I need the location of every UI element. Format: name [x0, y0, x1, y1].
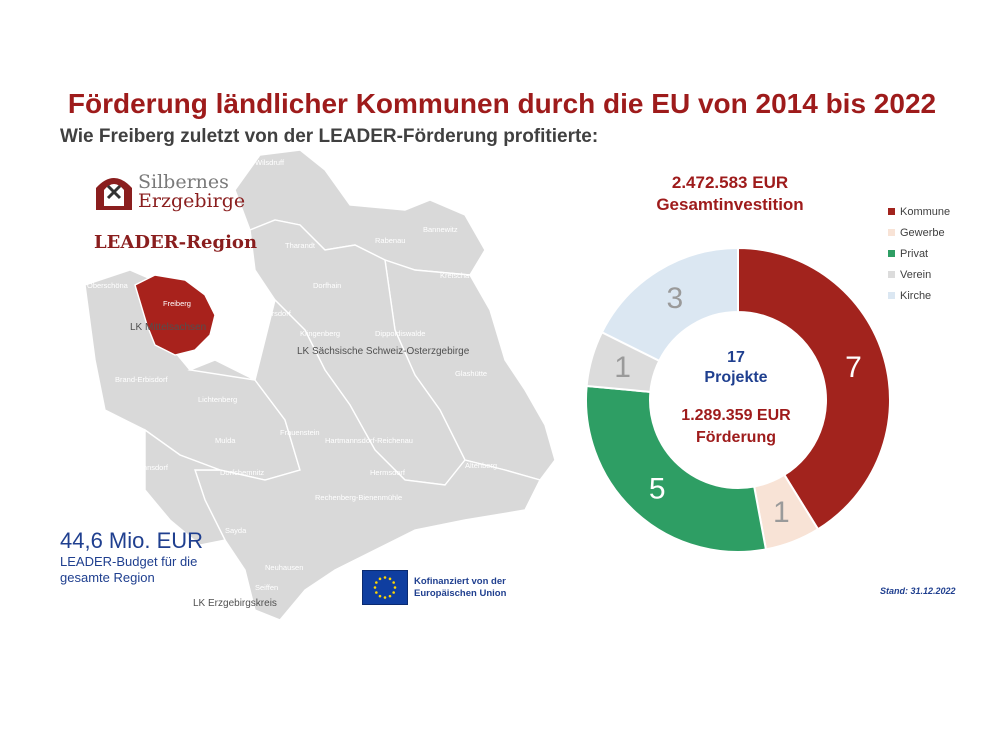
logo-line2: Erzgebirge — [138, 190, 246, 212]
chart-legend — [888, 201, 950, 306]
map-label-glashuette: Glashütte — [455, 369, 488, 378]
eu-star-icon — [384, 596, 387, 599]
legend-item-kirche — [888, 285, 950, 306]
budget-amount: 44,6 Mio. EUR — [60, 528, 204, 553]
gesamt-amount: 2.472.583 EUR — [671, 173, 789, 192]
page-subtitle: Wie Freiberg zuletzt von der LEADER-Förderung profitierte: — [60, 126, 599, 147]
center-count: 17 — [727, 349, 745, 366]
mining-logo-icon — [94, 170, 134, 212]
legend-item-gewerbe — [888, 222, 950, 243]
gesamt-block — [630, 172, 830, 216]
legend-item-verein — [888, 264, 950, 285]
legend-label: Kommune — [900, 205, 951, 218]
gesamt-label: Gesamtinvestition — [656, 195, 804, 214]
donut-slice-label-privat: 5 — [648, 472, 666, 506]
eu-line2: Europäischen Union — [414, 587, 507, 599]
donut-slice-label-verein: 1 — [614, 351, 631, 385]
map-label-lichtenberg: Lichtenberg — [198, 395, 238, 404]
center-funding-label: Förderung — [696, 429, 776, 446]
page-title: Förderung ländlicher Kommunen durch die EU von 2014 bis 2022 — [67, 88, 937, 119]
legend-swatch — [888, 208, 895, 215]
budget-line2: gesamte Region — [60, 570, 155, 585]
donut-slice-label-kommune: 7 — [845, 351, 862, 385]
map-label-klingenberg: Klingenberg — [300, 329, 341, 338]
legend-label: Privat — [900, 247, 929, 260]
eu-star-icon — [389, 578, 392, 581]
map-label-seiffen: Seiffen — [255, 583, 279, 592]
map-label-sayda: Sayda — [225, 526, 247, 535]
center-projects — [676, 348, 796, 388]
map-label-grosshartmannsdorf: Groß-hartmannsdorf — [100, 463, 168, 472]
map-label-neuhausen: Neuhausen — [265, 563, 304, 572]
logo-line3: LEADER-Region — [94, 232, 258, 253]
eu-cofinanced-badge — [362, 570, 506, 605]
map-label-freiberg: Freiberg — [163, 299, 191, 308]
map-label-bannewitz: Bannewitz — [423, 225, 458, 234]
budget-block — [60, 528, 203, 586]
center-funding-amount: 1.289.359 EUR — [681, 407, 791, 424]
eu-star-icon — [375, 591, 378, 594]
map-label-wilsdruff: Wilsdruff — [255, 158, 285, 167]
center-count-label: Projekte — [704, 369, 768, 386]
eu-star-icon — [392, 591, 395, 594]
eu-star-icon — [392, 581, 395, 584]
map-label-dorfchemnitz: Dorfchemnitz — [220, 468, 265, 477]
eu-star-icon — [374, 586, 377, 589]
eu-line1: Kofinanziert von der — [414, 575, 506, 587]
legend-label: Kirche — [900, 289, 932, 302]
map-label-rabenau: Rabenau — [375, 236, 406, 245]
legend-label: Gewerbe — [900, 226, 945, 239]
map-label-altenberg: Altenberg — [465, 461, 498, 470]
map-label-mulda: Mulda — [215, 436, 236, 445]
legend-swatch — [888, 271, 895, 278]
map-label-weissenborn: Weißenborn — [217, 330, 258, 339]
legend-swatch — [888, 292, 895, 299]
eu-star-icon — [375, 581, 378, 584]
map-label-lk-mittelsachsen: LK Mittelsachsen — [130, 322, 207, 333]
legend-swatch — [888, 229, 895, 236]
map-label-hermsdorf: Hermsdorf — [370, 468, 406, 477]
map-label-hartmannsdorf: Hartmannsdorf-Reichenau — [325, 436, 413, 445]
map-label-tharandt: Tharandt — [285, 241, 316, 250]
donut-chart — [585, 225, 891, 575]
map-label-dippoldiswalde: Dippoldiswalde — [375, 329, 426, 338]
eu-star-icon — [379, 578, 382, 581]
center-funding — [651, 405, 821, 449]
eu-star-icon — [389, 595, 392, 598]
eu-star-icon — [384, 576, 387, 579]
map-label-dorfhain: Dorfhain — [313, 281, 342, 290]
map-label-freital: Freital — [385, 183, 406, 192]
map-label-oberschoena: Oberschöna — [87, 281, 128, 290]
map-label-kreischa: Kreischa — [440, 271, 470, 280]
map-label-lk-erzgebirgskreis: LK Erzgebirgskreis — [193, 598, 277, 609]
eu-star-icon — [379, 595, 382, 598]
stand-date: Stand: 31.12.2022 — [880, 586, 956, 596]
budget-line1: LEADER-Budget für die — [60, 554, 198, 569]
map-label-rechenberg: Rechenberg-Bienenmühle — [315, 493, 403, 502]
legend-item-kommune — [888, 201, 950, 222]
map-label-bobritzsch: Bobritzsch-Hilbersdorf — [217, 309, 291, 318]
eu-star-icon — [394, 586, 397, 589]
map-label-lk-ssoe: LK Sächsische Schweiz-Osterzgebirge — [297, 346, 470, 357]
map-label-frauenstein: Frauenstein — [280, 428, 320, 437]
logo-line1: Silbernes — [138, 171, 229, 193]
map-label-brand-erbisdorf: Brand-Erbisdorf — [115, 375, 168, 384]
legend-swatch — [888, 250, 895, 257]
donut-slice-label-kirche: 3 — [666, 281, 684, 315]
eu-flag-icon — [362, 570, 408, 605]
legend-item-privat — [888, 243, 950, 264]
donut-slice-label-gewerbe: 1 — [773, 495, 790, 529]
legend-label: Verein — [900, 268, 932, 281]
